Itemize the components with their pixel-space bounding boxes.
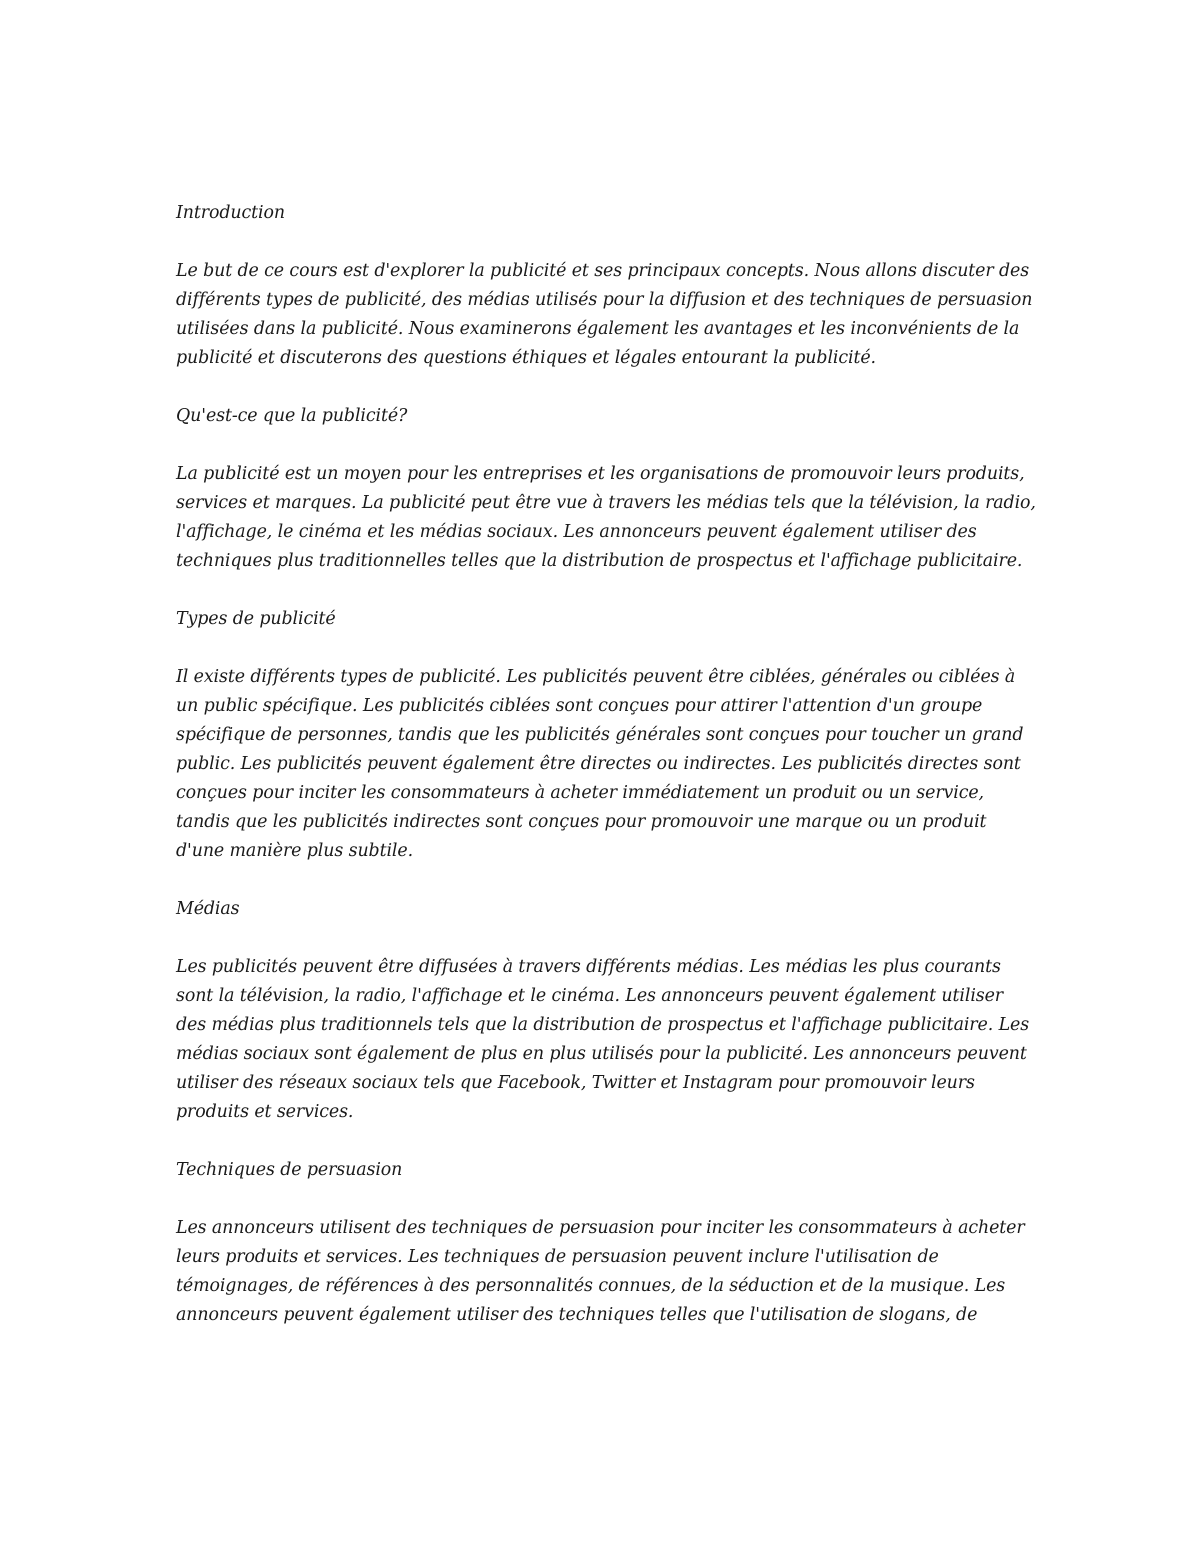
document-content (176, 199, 1036, 1359)
section-heading-types: Types de publicité (176, 609, 336, 629)
section-body-persuasion: Les annonceurs utilisent des techniques de persuasion pour inciter les consommateurs à acheter leurs produits et services. Les techniques de persuasion peuvent inclure l'utilisation de témoignages, de références à des personnalités connues, de la séduction et de la musique. Les annonceurs peuvent également utiliser des techniques telles que l'utilisation de slogans, de (176, 1218, 1025, 1325)
section-body-medias: Les publicités peuvent être diffusées à travers différents médias. Les médias les plus courants sont la télévision, la radio, l'affichage et le cinéma. Les annonceurs peuvent également utiliser des médias plus traditionnels tels que la distribution de prospectus et l'affichage publicitaire. Les médias sociaux sont également de plus en plus utilisés pour la publicité. Les annonceurs peuvent utiliser des réseaux sociaux tels que Facebook, Twitter et Instagram pour promouvoir leurs produits et services. (176, 957, 1030, 1122)
section-body-types: Il existe différents types de publicité. Les publicités peuvent être ciblées, générales ou ciblées à un public spécifique. Les publicités ciblées sont conçues pour attirer l'attention d'un groupe spécifique de personnes, tandis que les publicités générales sont conçues pour toucher un grand public. Les publicités peuvent également être directes ou indirectes. Les publicités directes sont conçues pour inciter les consommateurs à acheter immédiatement un produit ou un service, tandis que les publicités indirectes sont conçues pour promouvoir une marque ou un produit d'une manière plus subtile. (176, 667, 1024, 861)
section-heading-definition: Qu'est-ce que la publicité? (176, 406, 408, 426)
section-body-definition: La publicité est un moyen pour les entreprises et les organisations de promouvoir leurs produits, services et marques. La publicité peut être vue à travers les médias tels que la télévision, la radio, l'affichage, le cinéma et les médias sociaux. Les annonceurs peuvent également utiliser des techniques plus traditionnelles telles que la distribution de prospectus et l'affichage publicitaire. (176, 464, 1036, 571)
section-heading-introduction: Introduction (176, 203, 285, 223)
section-heading-medias: Médias (176, 899, 240, 919)
section-heading-persuasion: Techniques de persuasion (176, 1160, 403, 1180)
section-body-introduction: Le but de ce cours est d'explorer la publicité et ses principaux concepts. Nous allons discuter des différents types de publicité, des médias utilisés pour la diffusion et des techniques de persuasion utilisées dans la publicité. Nous examinerons également les avantages et les inconvénients de la publicité et discuterons des questions éthiques et légales entourant la publicité. (176, 261, 1033, 368)
